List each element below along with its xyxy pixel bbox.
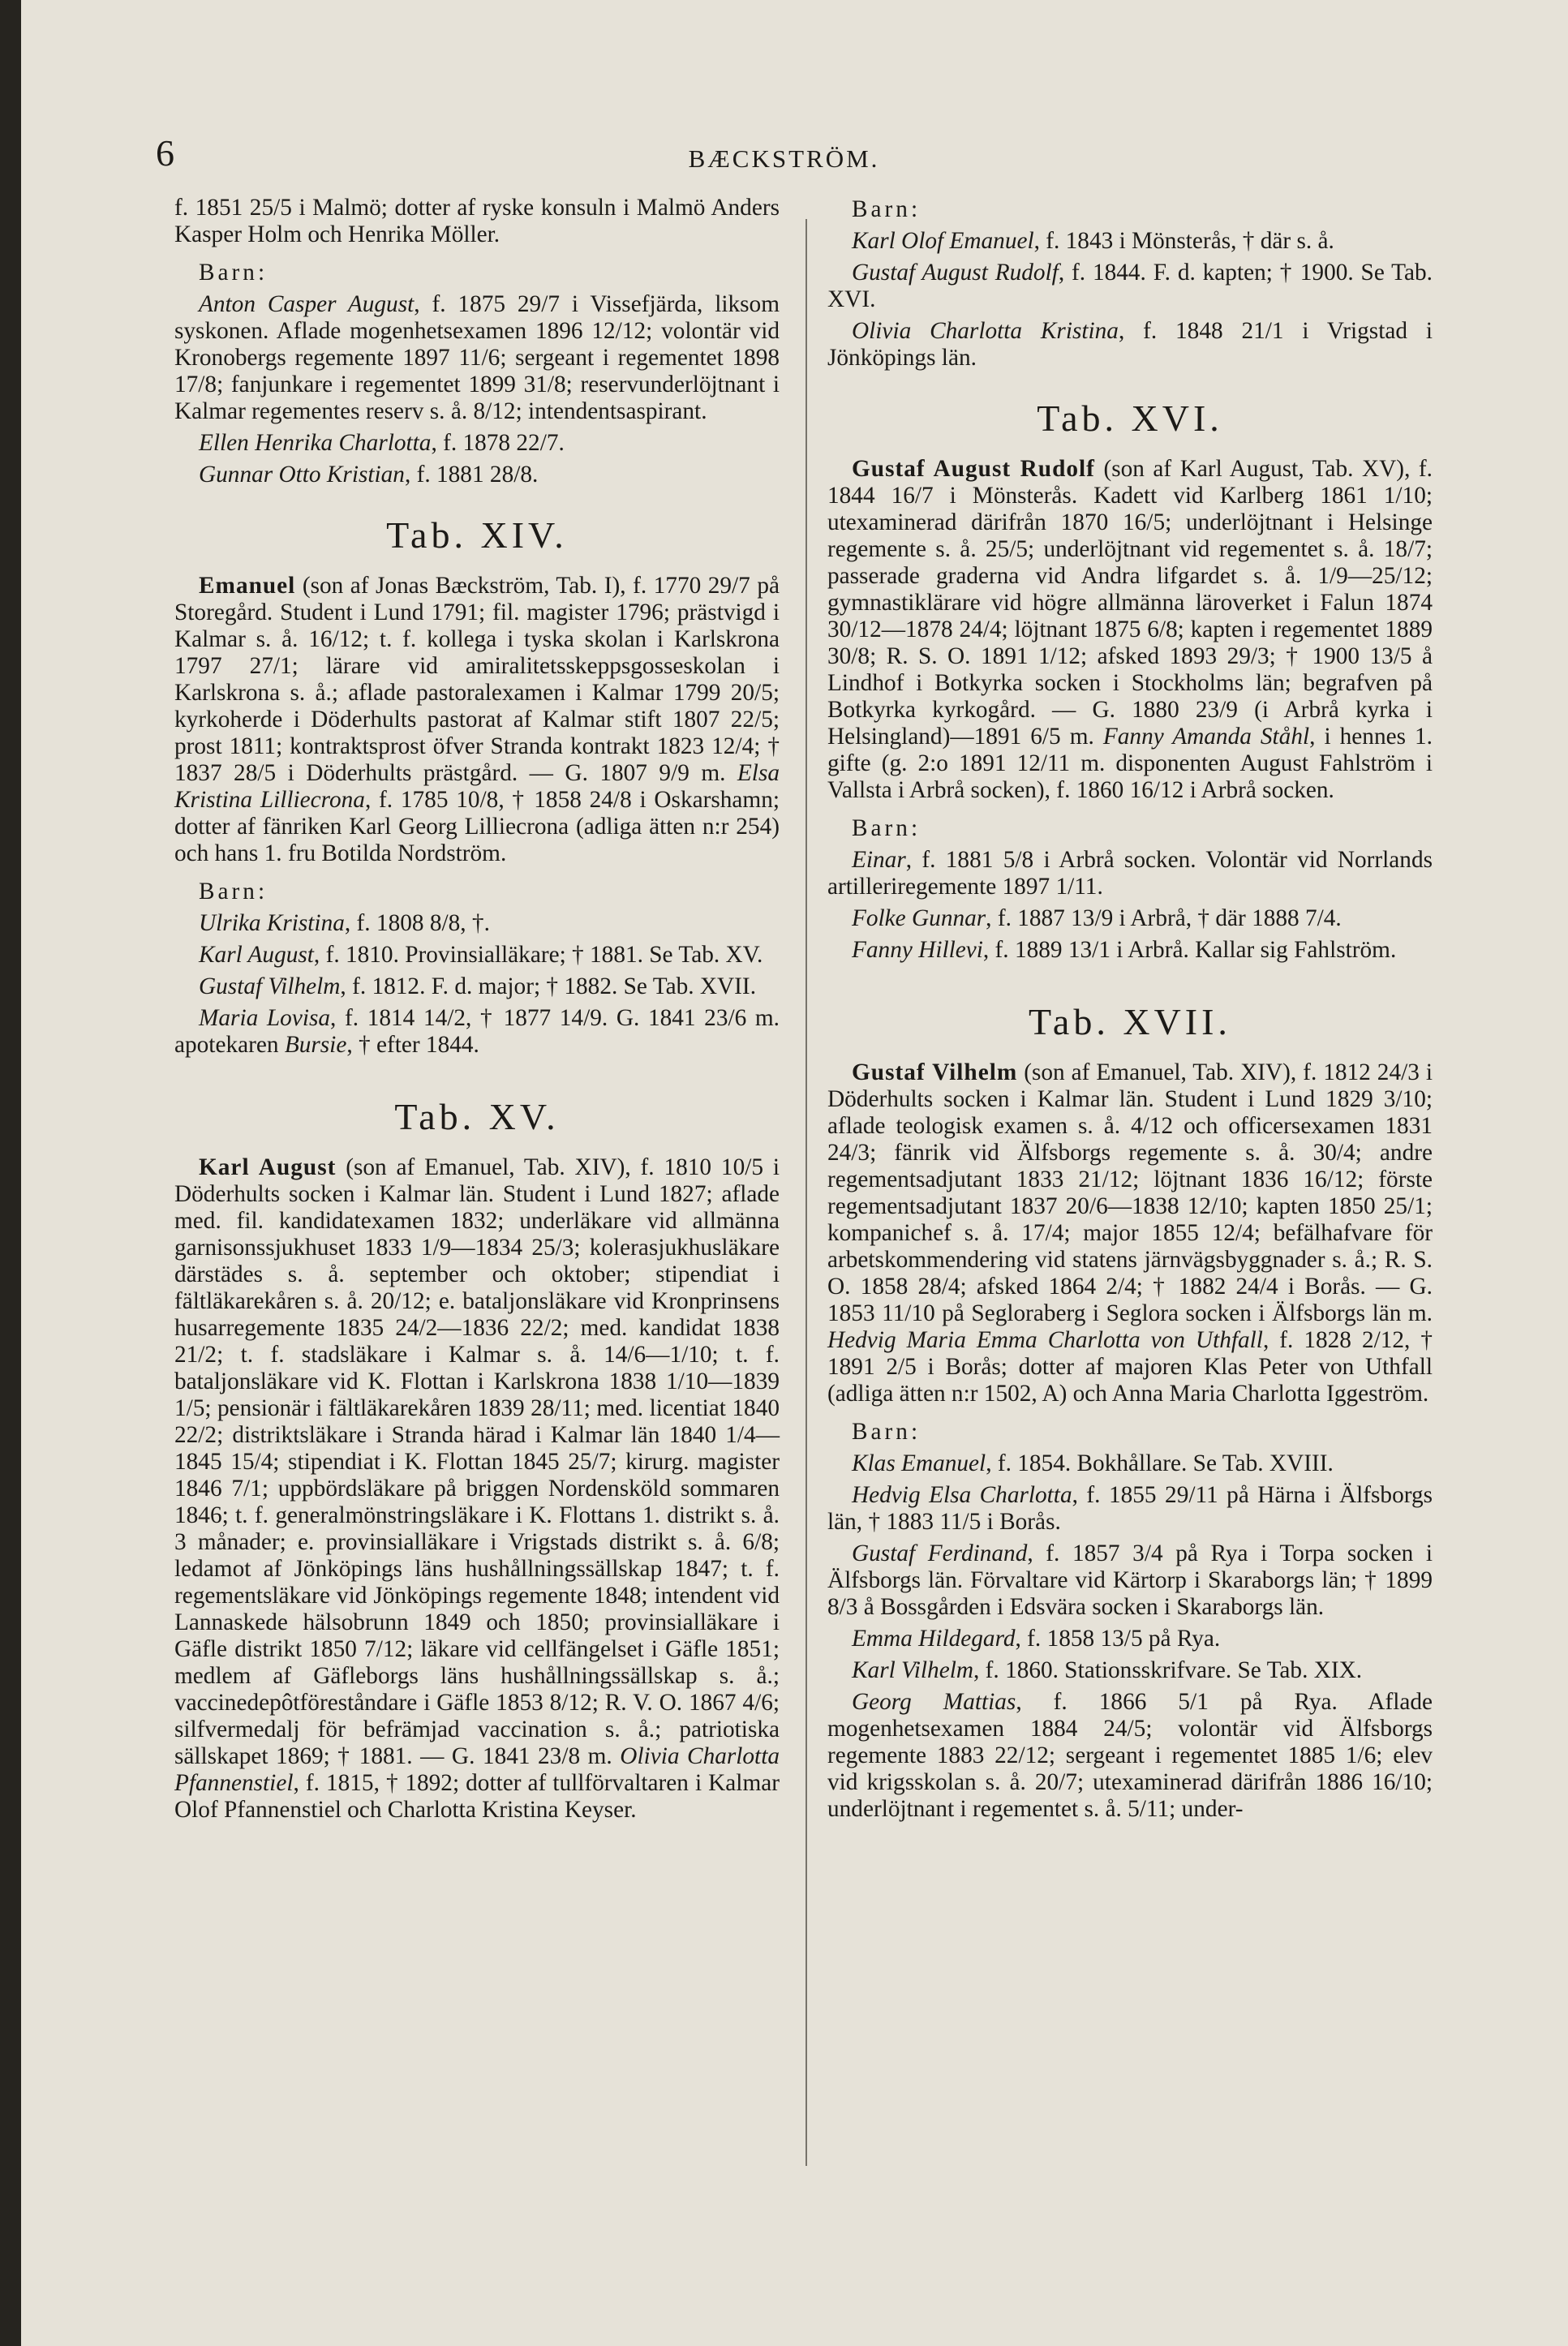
person-name: Gustaf August Rudolf [852, 456, 1095, 482]
child-details: , f. 1866 5/1 på Rya. Aflade mogenhetsexamen 1884 24/5; volontär vid Älfsborgs regemente 1883 22/12; sergeant i regementet 1885 1/6; elev vid krigsskolan s. å. 20/7; utexaminerad därifrån 1886 16/10; underlöjtnant i regementet s. å. 5/11; under- [827, 1689, 1433, 1822]
spouse-name: Hedvig Maria Emma Charlotta von Uthfall [827, 1327, 1263, 1353]
biography-text: , f. 1785 10/8, † 1858 24/8 i Oskarshamn; dotter af fänriken Karl Georg Lilliecrona (adliga ätten n:r 254) och hans 1. fru Botilda Nordström. [174, 787, 780, 866]
child-entry [827, 1450, 1433, 1477]
child-details: , f. 1848 21/1 i Vrigstad i Jönköpings län. [827, 318, 1433, 371]
child-entry [827, 260, 1433, 313]
table-heading-xv: Tab. XV. [394, 1096, 560, 1137]
child-details: , f. 1860. Stationsskrifvare. Se Tab. XIX. [973, 1657, 1363, 1683]
barn-label: Barn: [852, 1419, 921, 1445]
child-entry [827, 228, 1433, 255]
children-list [174, 910, 780, 1059]
child-entry [174, 430, 780, 457]
child-entry [827, 937, 1433, 964]
child-details: , f. 1875 29/7 i Vissefjärda, liksom syskonen. Aflade mogenhetsexamen 1896 12/12; volontär vid Kronobergs regemente 1897 11/6; sergeant i regementet 1898 17/8; fanjunkare i regementet 1899 31/8; reservunderlöjtnant i Kalmar regementes reserv s. å. 8/12; intendentsaspirant. [174, 291, 780, 424]
child-details: , f. 1854. Bokhållare. Se Tab. XVIII. [986, 1450, 1334, 1476]
child-name: Gustaf Ferdinand [852, 1540, 1028, 1566]
child-name: Einar [852, 847, 906, 873]
child-entry [174, 910, 780, 937]
child-name: Karl August [199, 942, 314, 968]
page-number: 6 [156, 132, 174, 174]
child-entry [827, 847, 1433, 900]
biography-text: (son af Emanuel, Tab. XIV), f. 1812 24/3 i Döderhults socken i Kalmar län. Student i Lund 1829 3/10; aflade teologisk examen s. å. 4/12 och officersexamen 1831 24/3; fänrik vid Älfsborgs regemente s. å. 30/4; andre regementsadjutant 1833 21/12; löjtnant 1836 16/12; förste regementsadjutant 1837 20/6—1838 12/10; kapten 1850 25/1; kompanichef s. å. 17/4; major 1855 12/4; befälhafvare för arbetskommendering vid statens järnvägsbyggnader s. å.; R. S. O. 1858 28/4; afsked 1864 2/4; † 1882 24/4 i Borås. — G. 1853 11/10 på Segloraberg i Seglora socken i Älfsborgs län m. [827, 1059, 1433, 1326]
child-name: Karl Vilhelm [852, 1657, 974, 1683]
child-details: , f. 1814 14/2, † 1877 14/9. G. 1841 23/6 m. apotekaren [174, 1005, 780, 1058]
child-entry [174, 291, 780, 425]
child-entry [827, 1626, 1433, 1652]
child-details: , f. 1855 29/11 på Härna i Älfsborgs län, † 1883 11/5 i Borås. [827, 1482, 1433, 1535]
biography-text: , f. 1815, † 1892; dotter af tullförvaltaren i Kalmar Olof Pfannenstiel och Charlotta Kristina Keyser. [174, 1770, 780, 1823]
biography-text: (son af Emanuel, Tab. XIV), f. 1810 10/5 i Döderhults socken i Kalmar län. Student i Lund 1827; aflade med. fil. kandidatexamen 1832; underläkare vid allmänna garnisonssjukhuset 1833 1/9—1834 25/3; kolerasjukhusläkare därstädes s. å. september och oktober; stipendiat i fältläkarekåren s. å. 20/12; e. bataljonsläkare vid Kronprinsens husarregemente 1835 24/2—1836 22/2; med. kandidat 1838 21/2; t. f. stadsläkare i Kalmar s. å. 14/6—1/10; t. f. bataljonsläkare vid K. Flottan i Karlskrona 1838 1/10—1839 1/5; pensionär i fältläkarekåren 1839 28/11; med. licentiat 1840 22/2; distriktsläkare i Stranda härad i Kalmar län 1840 1/4—1845 15/4; stipendiat i K. Flottan 1845 25/7; kirurg. magister 1846 7/1; uppbördsläkare på briggen Nordensköld sommaren 1846; t. f. generalmönstringsläkare i K. Flottans 1. distrikt s. å. 3 månader; e. provinsialläkare i Vrigstads distrikt s. å. 6/8; ledamot af Jönköpings läns hushållningssällskap 1847; t. f. regementsläkare vid Jönköpings regemente 1848; intendent vid Lannaskede hälsobrunn 1849 och 1850; provinsialläkare i Gäfle distrikt 1850 7/12; läkare vid cellfängelset i Gäfle 1851; medlem af Gäfleborgs läns hushållningssällskap s. å.; vaccinedepôtföreståndare i Gäfle 1853 8/12; R. V. O. 1867 4/6; silfvermedalj för befrämjad vaccination s. å.; patriotiska sällskapet 1869; † 1881. — G. 1841 23/8 m. [174, 1154, 780, 1769]
child-name: Maria Lovisa [199, 1005, 331, 1031]
intro-paragraph: f. 1851 25/5 i Malmö; dotter af ryske konsuln i Malmö Anders Kasper Holm och Henrika Möller. [174, 195, 780, 247]
child-name: Emma Hildegard [852, 1626, 1016, 1652]
child-entry [174, 462, 780, 488]
child-name: Gustaf August Rudolf [852, 260, 1059, 286]
table-heading-xiv: Tab. XIV. [386, 514, 568, 556]
table-heading-xvii: Tab. XVII. [1029, 1001, 1231, 1042]
children-list [827, 847, 1433, 964]
biography-text: (son af Jonas Bæckström, Tab. I), f. 1770 29/7 på Storegård. Student i Lund 1791; fil. magister 1796; prästvigd i Kalmar s. å. 16/12; t. f. kollega i tyska skolan i Karlskrona 1797 27/1; lärare vid amiralitetsskeppsgosseskolan i Karlskrona s. å.; aflade pastoralexamen i Kalmar 1799 20/5; kyrkoherde i Döderhults pastorat af Kalmar stift 1807 22/5; prost 1811; kontraktsprost öfver Stranda kontrakt 1823 12/4; † 1837 28/5 i Döderhults prästgård. — G. 1807 9/9 m. [174, 573, 780, 786]
running-head: BÆCKSTRÖM. [688, 144, 880, 173]
biography-gustaf-vilhelm [827, 1059, 1433, 1407]
child-entry [174, 942, 780, 969]
child-name: Klas Emanuel [852, 1450, 986, 1476]
column-rule [805, 219, 807, 2166]
child-entry [174, 1005, 780, 1059]
children-list [827, 228, 1433, 372]
child-details: , f. 1812. F. d. major; † 1882. Se Tab. XVII. [340, 973, 757, 999]
children-list [174, 291, 780, 488]
children-list [827, 1450, 1433, 1823]
child-details: , f. 1810. Provinsialläkare; † 1881. Se Tab. XV. [313, 942, 763, 968]
child-name: Gustaf Vilhelm [199, 973, 341, 999]
child-name: Georg Mattias [852, 1689, 1016, 1715]
person-name: Karl August [199, 1154, 337, 1180]
biography-gustaf-august-rudolf [827, 456, 1433, 804]
book-spine [0, 0, 21, 2346]
biography-emanuel [174, 573, 780, 867]
left-column [174, 195, 780, 1828]
child-name: Olivia Charlotta Kristina [852, 318, 1119, 344]
table-heading-xvi: Tab. XVI. [1037, 397, 1223, 439]
child-name: Folke Gunnar [852, 905, 986, 931]
barn-label: Barn: [852, 196, 921, 222]
child-details: , f. 1857 3/4 på Rya i Torpa socken i Älfsborgs län. Förvaltare vid Kärtorp i Skaraborgs län; † 1899 8/3 å Bossgården i Edsvära socken i Skaraborgs län. [827, 1540, 1433, 1620]
child-details: , f. 1881 5/8 i Arbrå socken. Volontär vid Norrlands artilleriregemente 1897 1/11. [827, 847, 1433, 900]
biography-text: (son af Karl August, Tab. XV), f. 1844 16/7 i Mönsterås. Kadett vid Karlberg 1861 1/10; utexaminerad därifrån 1870 16/5; underlöjtnant i Helsinge regemente s. å. 25/5; underlöjtnant vid regementet s. å. 18/7; passerade graderna vid Andra lifgardet s. å. 1/9—25/12; gymnastiklärare vid högre allmänna läroverket i Falun 1874 30/12—1878 24/4; löjtnant 1875 6/8; kapten i regementet 1889 30/8; R. S. O. 1891 1/12; afsked 1893 29/3; † 1900 13/5 å Lindhof i Botkyrka socken i Stockholms län; begrafven på Botkyrka kyrkogård. — G. 1880 23/9 (i Arbrå kyrka i Helsingland)—1891 6/5 m. [827, 456, 1433, 750]
person-name: Emanuel [199, 573, 296, 599]
child-name: Ellen Henrika Charlotta [199, 430, 432, 456]
child-name: Karl Olof Emanuel [852, 228, 1034, 254]
child-entry [827, 905, 1433, 932]
child-details: , f. 1889 13/1 i Arbrå. Kallar sig Fahlström. [982, 937, 1397, 963]
spouse-name: Fanny Amanda Ståhl [1102, 724, 1310, 750]
child-details: , f. 1808 8/8, †. [344, 910, 490, 936]
biography-text: , i hennes 1. gifte (g. 2:o 1891 12/11 m. disponenten August Fahlström i Vallsta i Arbrå socken), f. 1860 16/12 i Arbrå socken. [827, 724, 1433, 803]
child-entry [827, 1482, 1433, 1536]
spouse-name: Olivia Charlotta Pfannenstiel [174, 1743, 780, 1796]
child-name: Anton Casper August [199, 291, 415, 317]
child-details: , f. 1858 13/5 på Rya. [1015, 1626, 1221, 1652]
child-entry [174, 973, 780, 1000]
child-name: Fanny Hillevi [852, 937, 983, 963]
spouse-name: Elsa Kristina Lilliecrona [174, 760, 780, 813]
child-details: , f. 1881 28/8. [404, 462, 539, 488]
barn-label: Barn: [199, 879, 268, 904]
barn-label: Barn: [199, 260, 268, 286]
child-details: , f. 1878 22/7. [431, 430, 565, 456]
child-entry [827, 1657, 1433, 1684]
child-name: Gunnar Otto Kristian [199, 462, 405, 488]
barn-label: Barn: [852, 815, 921, 841]
child-name: Ulrika Kristina [199, 910, 345, 936]
child-entry [827, 1689, 1433, 1823]
right-column [827, 195, 1433, 1828]
spouse-name: Bursie [284, 1032, 347, 1058]
biography-text: , f. 1828 2/12, † 1891 2/5 i Borås; dotter af majoren Klas Peter von Uthfall (adliga ätten n:r 1502, A) och Anna Maria Charlotta Iggeström. [827, 1327, 1433, 1407]
child-entry [827, 1540, 1433, 1621]
person-name: Gustaf Vilhelm [852, 1059, 1018, 1085]
child-entry [827, 318, 1433, 372]
child-details: , f. 1843 i Mönsterås, † där s. å. [1033, 228, 1334, 254]
child-details: , f. 1844. F. d. kapten; † 1900. Se Tab. XVI. [827, 260, 1433, 312]
biography-karl-august [174, 1154, 780, 1824]
child-details: , † efter 1844. [346, 1032, 479, 1058]
child-details: , f. 1887 13/9 i Arbrå, † där 1888 7/4. [986, 905, 1342, 931]
child-name: Hedvig Elsa Charlotta [852, 1482, 1072, 1508]
